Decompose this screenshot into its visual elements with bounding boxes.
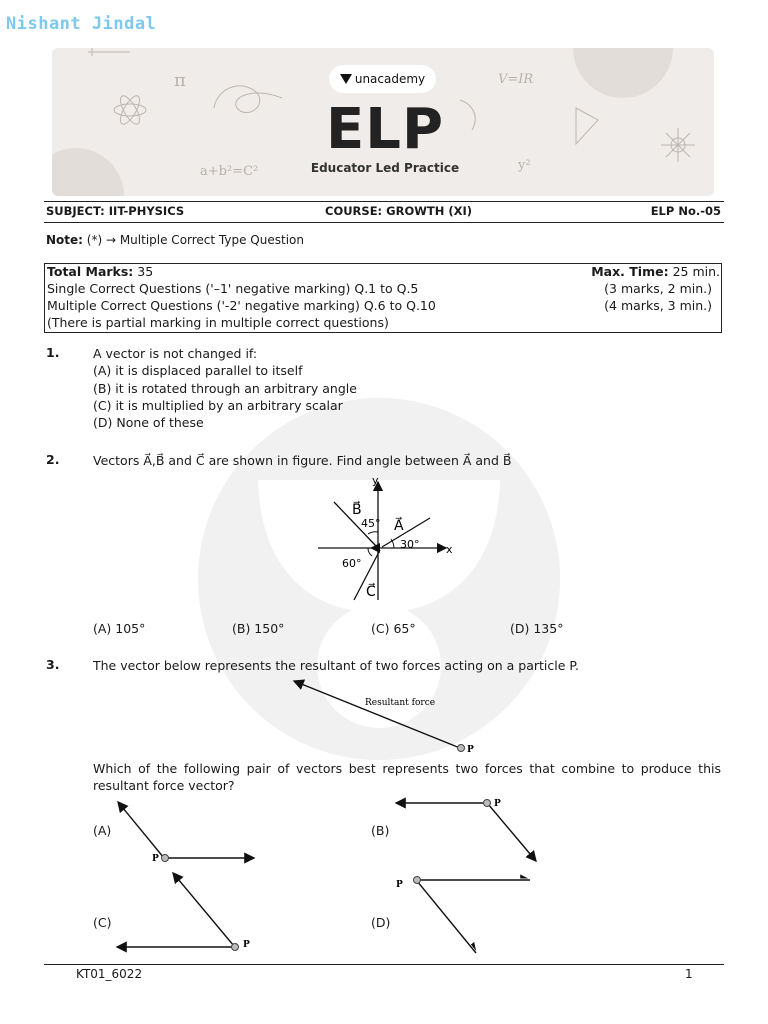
option-a-figure: [110, 795, 270, 870]
question-2-option-c: (C) 65°: [371, 621, 416, 636]
footer-page-number: 1: [685, 967, 693, 981]
question-2-number: 2.: [46, 452, 60, 467]
resultant-force-label: Resultant force: [365, 698, 436, 708]
question-2-text: Vectors A⃗,B⃗ and C⃗ are shown in figure. Find angle between A⃗ and B⃗: [93, 453, 512, 468]
option-d-figure: [390, 866, 550, 956]
author-watermark: Nishant Jindal: [6, 14, 157, 34]
single-correct-marks: (3 marks, 2 min.): [604, 281, 712, 296]
question-2-option-d: (D) 135°: [510, 621, 564, 636]
resultant-force-figure: [286, 676, 486, 758]
note-label: Note:: [46, 233, 83, 247]
question-3-number: 3.: [46, 657, 60, 672]
question-1-text: A vector is not changed if:: [93, 346, 258, 361]
brand-name: unacademy: [354, 72, 426, 86]
question-1-option-a: (A) it is displaced parallel to itself: [93, 363, 303, 379]
question-3-option-c: (C): [93, 915, 112, 930]
question-1: [93, 345, 357, 431]
marks-box: [44, 263, 722, 333]
option-a-p-label: P: [152, 854, 159, 864]
multiple-correct-marks: (4 marks, 3 min.): [604, 298, 712, 313]
question-1-option-d: (D) None of these: [93, 415, 204, 431]
elp-number: ELP No.-05: [650, 204, 721, 218]
y-axis-label: y: [372, 474, 379, 487]
angle-30-label: 30°: [400, 538, 420, 551]
question-3-text: The vector below represents the resultant of two forces acting on a particle P.: [93, 658, 579, 673]
max-time-value: 25 min.: [668, 264, 720, 279]
max-time: [591, 264, 720, 279]
deco-vir-text: V=IR: [498, 72, 534, 87]
note-text: (*) → Multiple Correct Type Question: [82, 233, 304, 247]
single-correct-line: Single Correct Questions ('–1' negative marking) Q.1 to Q.5: [47, 281, 419, 296]
question-1-option-b: (B) it is rotated through an arbitrary angle: [93, 380, 357, 396]
deco-pi-text: π: [174, 70, 186, 91]
total-marks-label: Total Marks:: [47, 264, 134, 279]
resultant-force-arrow: [294, 681, 460, 748]
vector-b-label: B⃗: [352, 502, 362, 518]
question-3-option-b: (B): [371, 823, 390, 838]
option-b-figure: [390, 795, 550, 870]
vector-c-label: C⃗: [366, 584, 376, 600]
option-b-p-label: P: [494, 799, 501, 809]
question-2-option-b: (B) 150°: [232, 621, 285, 636]
question-3-prompt: Which of the following pair of vectors best represents two forces that combine to produce this resultant force vector?: [93, 761, 721, 794]
deco-y-text: y²: [518, 158, 531, 173]
course-label: COURSE: GROWTH (XI): [325, 204, 473, 218]
header-bottom-rule: [44, 222, 724, 223]
option-d-p-label: P: [396, 880, 403, 890]
footer-rule: [44, 964, 724, 965]
angle-45-label: 45°: [361, 517, 381, 530]
vector-a-label: A⃗: [394, 518, 404, 534]
question-3-option-d: (D): [371, 915, 391, 930]
subject-label: SUBJECT: IIT-PHYSICS: [46, 204, 185, 218]
banner-subtitle: Educator Led Practice: [310, 161, 460, 175]
question-1-number: 1.: [46, 345, 60, 360]
question-1-option-c: (C) it is multiplied by an arbitrary scalar: [93, 397, 343, 413]
brand-logo: [329, 65, 436, 93]
multiple-correct-line: Multiple Correct Questions ('-2' negative marking) Q.6 to Q.10: [47, 298, 436, 313]
angle-60-label: 60°: [342, 557, 362, 570]
deco-equation-text: a+b²=C²: [200, 164, 259, 179]
question-2-option-a: (A) 105°: [93, 621, 146, 636]
banner-title: ELP: [326, 97, 444, 162]
option-c-figure: [110, 866, 270, 956]
particle-p-dot: [458, 745, 465, 752]
x-axis-label: x: [446, 543, 453, 556]
question-3-option-a: (A): [93, 823, 112, 838]
total-marks: [47, 264, 153, 279]
footer-code: KT01_6022: [76, 967, 143, 981]
total-marks-value: 35: [133, 264, 154, 279]
note-line: [46, 233, 304, 247]
vector-figure: [300, 472, 470, 608]
particle-p-label: P: [467, 745, 474, 755]
partial-marking-line: (There is partial marking in multiple correct questions): [47, 315, 389, 330]
header-top-rule: [44, 201, 724, 202]
option-c-p-label: P: [243, 940, 250, 950]
unacademy-logo-icon: [340, 74, 352, 84]
max-time-label: Max. Time:: [591, 264, 669, 279]
